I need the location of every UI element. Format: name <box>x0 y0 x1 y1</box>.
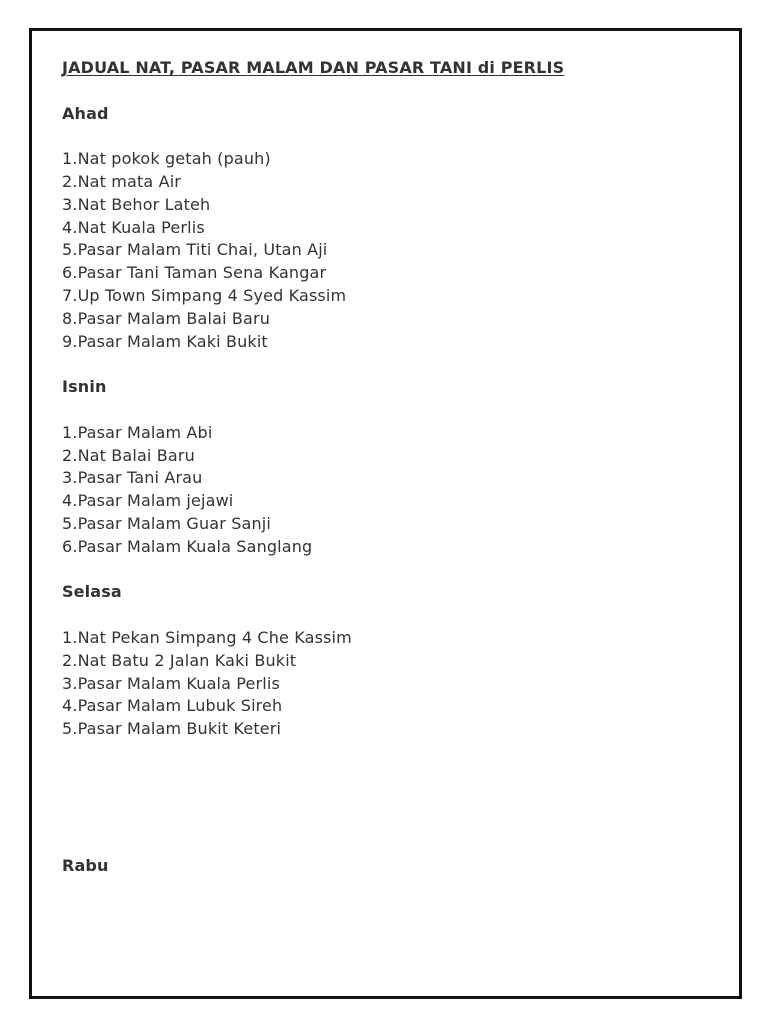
list-item: 5.Pasar Malam Guar Sanji <box>62 513 271 533</box>
document-title: JADUAL NAT, PASAR MALAM DAN PASAR TANI di PERLIS <box>62 58 565 77</box>
list-item: 6.Pasar Tani Taman Sena Kangar <box>62 263 327 283</box>
list-ahad <box>62 148 728 353</box>
list-item: 4.Pasar Malam Lubuk Sireh <box>62 696 283 716</box>
day-heading-rabu: Rabu <box>62 855 109 875</box>
list-item: 3.Nat Behor Lateh <box>62 194 211 214</box>
list-item: 3.Pasar Tani Arau <box>62 468 203 488</box>
list-selasa <box>62 627 728 741</box>
list-item: 6.Pasar Malam Kuala Sanglang <box>62 536 313 556</box>
list-isnin <box>62 422 728 559</box>
list-item: 3.Pasar Malam Kuala Perlis <box>62 673 280 693</box>
list-item: 9.Pasar Malam Kaki Bukit <box>62 331 268 351</box>
document-content <box>62 57 728 900</box>
blank-gap <box>62 741 728 832</box>
list-item: 1.Pasar Malam Abi <box>62 422 213 442</box>
list-item: 4.Pasar Malam jejawi <box>62 491 234 511</box>
day-heading-selasa: Selasa <box>62 582 122 602</box>
list-item: 5.Pasar Malam Titi Chai, Utan Aji <box>62 240 328 260</box>
list-item: 1.Nat Pekan Simpang 4 Che Kassim <box>62 627 352 647</box>
list-item: 2.Nat Batu 2 Jalan Kaki Bukit <box>62 650 297 670</box>
list-item: 2.Nat mata Air <box>62 171 182 191</box>
day-heading-ahad: Ahad <box>62 103 109 123</box>
day-heading-isnin: Isnin <box>62 377 107 397</box>
list-item: 5.Pasar Malam Bukit Keteri <box>62 719 282 739</box>
list-item: 1.Nat pokok getah (pauh) <box>62 149 271 169</box>
list-item: 4.Nat Kuala Perlis <box>62 217 205 237</box>
list-item: 2.Nat Balai Baru <box>62 445 195 465</box>
list-item: 7.Up Town Simpang 4 Syed Kassim <box>62 285 347 305</box>
list-item: 8.Pasar Malam Balai Baru <box>62 308 270 328</box>
